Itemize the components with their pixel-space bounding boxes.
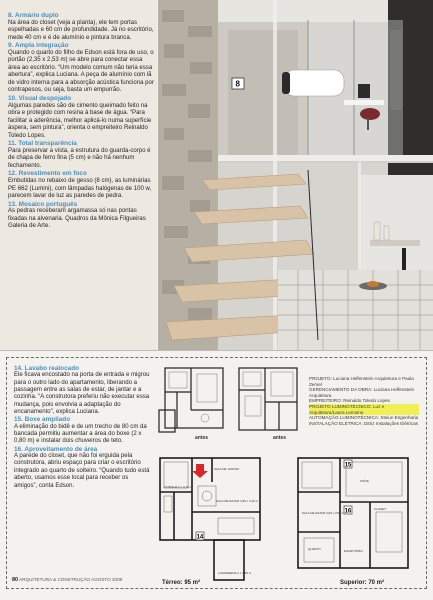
section-12 xyxy=(8,170,156,200)
interior-photo-illustration xyxy=(158,0,433,350)
plan-caption-ground: Térreo: 95 m² xyxy=(162,580,201,586)
room-label-suite: SUÍTE xyxy=(360,479,369,483)
section-title: 14. Lavabo realocado xyxy=(14,365,79,372)
section-body: Para preservar a vista, a estrutura do guarda-corpo é de chapa de ferro fina (5 cm) e não há nenhum fechamento. xyxy=(8,147,151,169)
room-label-escritorio: ESCRITÓRIO xyxy=(344,549,363,553)
bottom-text xyxy=(14,365,150,490)
room-label-sala-estar-2: SALA DE ESTAR 3,60 x 3,55 m xyxy=(302,511,345,515)
section-body: Quando o quarto do filho de Edson está fora de uso, o portão (2,35 x 2,53 m) se abre para conectar essa área ao escritório. “Um modelo comum não teria essa abertura”, explica Luciana. A peça de alumínio com lã de vidro interna para a absorção acústica funciona por contrapesos, ou seja, basta um empurrão. xyxy=(8,49,154,94)
section-10 xyxy=(8,95,156,140)
section-13 xyxy=(8,201,156,231)
credit-luminotecnico: PROJETO LUMINOTÉCNICO: Luz e Arquitetura/Laura Lemoine xyxy=(309,404,419,415)
floorplan-upper xyxy=(290,452,415,587)
room-label-cozinha: COZINHA 2 x 3,10 m xyxy=(164,485,193,489)
section-11 xyxy=(8,140,156,170)
entrance-arrow-icon xyxy=(192,464,208,478)
section-16 xyxy=(14,446,150,490)
plan-callout-16: 16 xyxy=(344,508,352,515)
floorplan-ground xyxy=(152,452,270,587)
interior-photo xyxy=(158,0,433,350)
section-title: 11. Total transparência xyxy=(8,140,77,148)
plan-callout-14: 14 xyxy=(196,534,204,541)
section-title: 13. Mosaico português xyxy=(8,200,78,208)
credit-automacao: AUTOMAÇÃO LUMINOTÉCNICA: Steiun Engenharia INSTALAÇÃO ELÉTRICA: Ditriz Instalações Elétricas xyxy=(309,415,419,426)
page-number: 80 xyxy=(12,577,19,583)
section-title: 12. Revestimento em foco xyxy=(8,170,87,178)
section-title: 10. Visual despojado xyxy=(8,95,72,103)
section-body: Ele ficava encostado na porta de entrada e migrou para o outro lado do apartamento, liberando a passagem entre as salas de estar, de jantar e a cozinha. “A construtora preferiu não executar essa mudança, pois envolvia a adaptação do encanamento”, explica Luciana. xyxy=(14,372,150,416)
page-footer xyxy=(12,577,122,583)
top-text-body xyxy=(8,12,156,231)
section-title: 15. Boxe ampliado xyxy=(14,416,71,424)
room-label-closet: CLOSET xyxy=(374,507,387,511)
section-body: As pedras receberam argamassa só nas pontas fixadas na alvenaria. Quadros da Mônica Filgueiras Galeria de Arte. xyxy=(8,208,146,230)
section-body: A parede do closet, que não foi erguida pela construtora, abriu espaço para criar o escritório integrado ao quarto de solteiro. “Quando tudo está aberto, usamos esse local para receber os amigos”, conta Edson. xyxy=(14,453,150,489)
section-title: 8. Armário duplo xyxy=(8,12,59,19)
room-label-sala-jantar: SALA DE JANTAR xyxy=(214,467,239,471)
credit-empreiteiro: EMPREITEIRO: Reinaldo Toledo Lopes xyxy=(309,398,390,404)
section-15 xyxy=(14,416,150,445)
section-9 xyxy=(8,42,156,95)
section-body: Na área do closet (veja a planta), ele tem portas espelhadas e 60 cm de profundidade. Já no escritório, mede 40 cm e é de alumínio e pintura branca. xyxy=(8,19,154,41)
project-credits xyxy=(309,376,419,426)
photo-callout-8: 8 xyxy=(235,79,240,89)
room-label-lavanderia: LAVANDERIA 2 x 3,45 m xyxy=(218,571,252,575)
plan-caption-before-1: antes xyxy=(195,435,209,441)
plan-callout-15: 15 xyxy=(344,462,352,469)
plan-caption-upper: Superior: 70 m² xyxy=(340,580,385,586)
section-body: Algumas paredes são de cimento queimado feito na obra e protegido com resina à base de água. “Para facilitar a aderência, melhor aplicá-lo numa superfície áspera, sem pintura”, orienta o empreiteiro Reinaldo Toledo Lopes. xyxy=(8,102,152,139)
room-label-sala-estar: SALA DE ESTAR 4,95 x 3,15 m xyxy=(216,499,259,503)
top-text-column xyxy=(0,0,157,350)
section-14 xyxy=(14,365,150,416)
credit-gerenciamento: GERENCIAMENTO DA OBRA: Luciana Helfenstein Arquitetura xyxy=(309,387,415,398)
plan-caption-before-2: antes xyxy=(273,435,287,441)
section-title: 9. Ampla integração xyxy=(8,42,69,50)
credit-projeto: PROJETO: Luciana Helfenstein Arquitetura e Paula Zemel xyxy=(309,376,414,387)
section-body: Embutidas no rebaixo de gesso (8 cm), as luminárias PE 662 (Lumini), com lâmpadas halógenas de 100 w, parecem lavar de luz as paredes de pedra. xyxy=(8,178,152,200)
bottom-section xyxy=(0,352,433,600)
section-body: A eliminação do bidê e de um trecho de 80 cm da bancada permitiu aumentar a área do boxe (2 x 0,80 m) e instalar dois chuveiros de teto. xyxy=(14,423,147,445)
room-label-quarto: QUARTO xyxy=(308,547,321,551)
floorplan-before-ground xyxy=(155,364,230,442)
floorplan-before-upper xyxy=(235,364,305,442)
divider xyxy=(0,350,433,351)
footer-text: ARQUITETURA & CONSTRUÇÃO AGOSTO 2009 xyxy=(19,577,123,582)
section-8 xyxy=(8,12,156,42)
section-title: 16. Aproveitamento de área xyxy=(14,445,98,453)
